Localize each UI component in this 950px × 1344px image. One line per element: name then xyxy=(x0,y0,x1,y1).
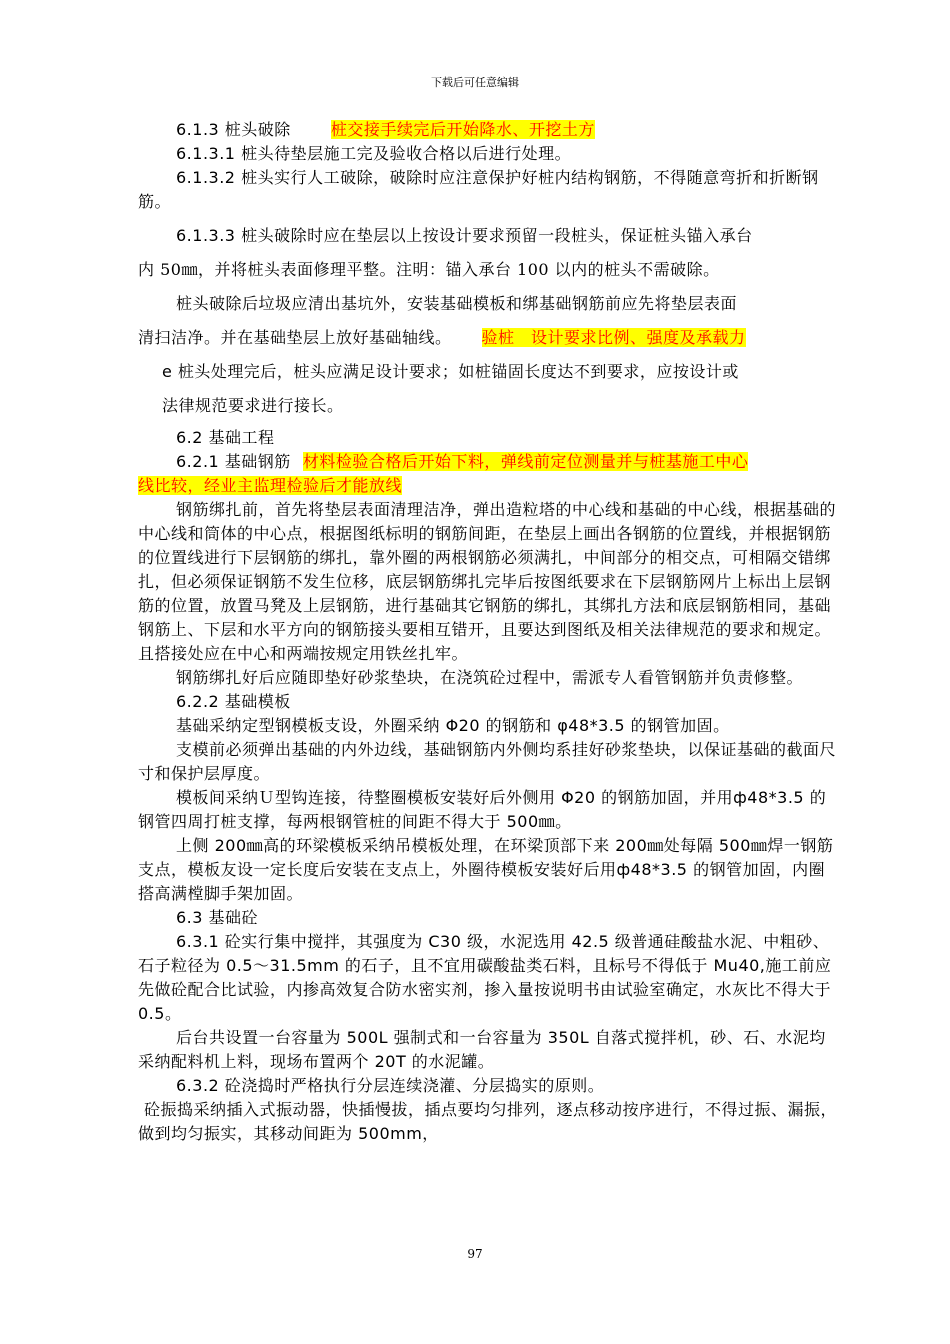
paragraph: 钢筋绑扎前，首先将垫层表面清理洁净，弹出造粒塔的中心线和基础的中心线，根据基础的中心线和筒体的中心点，根据图纸标明的钢筋间距，在垫层上画出各钢筋的位置线，并根据钢筋的位置线进行下层钢筋的绑扎，靠外圈的两根钢筋必须满扎，中间部分的相交点，可相隔交错绑扎，但必须保证钢筋不发生位移，底层钢筋绑扎完毕后按图纸要求在下层钢筋网片上标出上层钢筋的位置，放置马凳及上层钢筋，进行基础其它钢筋的绑扎，其绑扎方法和底层钢筋相同，基础钢筋上、下层和水平方向的钢筋接头要相互错开，且要达到图纸及相关法律规范的要求和规定。且搭接处应在中心和两端按规定用铁丝扎牢。 xyxy=(138,500,837,663)
paragraph: 模板间采纳Ｕ型钩连接，待整圈模板安装好后外侧用 Φ20 的钢筋加固，并用ф48*3.5 的钢管四周打桩支撑，每两根钢管桩的间距不得大于 500㎜。 xyxy=(138,788,827,831)
paragraph: 6.3.1 砼实行集中搅拌，其强度为 C30 级，水泥选用 42.5 级普通硅酸盐水泥、中粗砂、石子粒径为 0.5～31.5mm 的石子，且不宜用碳酸盐类石料，且标号不得低于 Mu40,施工前应先做砼配合比试验，内掺高效复合防水密实剂，掺入量按说明书由试验室确定，水灰比不得大于 0.5。 xyxy=(138,932,832,1023)
section-heading-6-2-2: 6.2.2 基础模板 xyxy=(176,692,291,711)
paragraph-line xyxy=(138,326,838,350)
paragraph-line: 桩头破除后垃圾应清出基坑外，安装基础模板和绑基础钢筋前应先将垫层表面 xyxy=(176,294,738,313)
highlight-note: 线比较，经业主监理检验后才能放线 xyxy=(138,476,403,495)
paragraph: 支模前必须弹出基础的内外边线，基础钢筋内外侧均系挂好砂浆垫块，以保证基础的截面尺寸和保护层厚度。 xyxy=(138,740,837,783)
page-number: 97 xyxy=(467,1247,483,1261)
paragraph-line: 法律规范要求进行接长。 xyxy=(162,396,344,415)
paragraph: 6.3.2 砼浇捣时严格执行分层连续浇灌、分层捣实的原则。 xyxy=(176,1076,605,1095)
paragraph: 6.1.3.2 桩头实行人工破除，破除时应注意保护好桩内结构钢筋，不得随意弯折和折断钢筋。 xyxy=(138,168,819,211)
highlight-note: 材料检验合格后开始下料，弹线前定位测量并与桩基施工中心 xyxy=(302,452,749,471)
highlight-note: 桩交接手续完后开始降水、开挖土方 xyxy=(330,120,595,139)
section-heading-6-2: 6.2 基础工程 xyxy=(176,428,275,447)
heading-text: 6.2.1 基础钢筋 xyxy=(176,452,291,471)
paragraph: 砼振捣采纳插入式振动器，快插慢拔，插点要均匀排列，逐点移动按序进行，不得过振、漏振，做到均匀振实，其移动间距为 500mm， xyxy=(138,1100,838,1143)
paragraph-line: e 桩头处理完后，桩头应满足设计要求；如桩锚固长度达不到要求，应按设计或 xyxy=(162,362,739,381)
section-heading-6-1-3 xyxy=(138,118,838,142)
paragraph: 后台共设置一台容量为 500L 强制式和一台容量为 350L 自落式搅拌机，砂、石、水泥均采纳配料机上料，现场布置两个 20T 的水泥罐。 xyxy=(138,1028,826,1071)
paragraph-text: 清扫洁净。并在基础垫层上放好基础轴线。 xyxy=(138,328,452,347)
highlight-note: 验桩 设计要求比例、强度及承载力 xyxy=(481,328,746,347)
heading-text: 6.1.3 桩头破除 xyxy=(176,120,291,139)
page-header: 下载后可任意编辑 xyxy=(431,76,519,89)
paragraph: 基础采纳定型钢模板支设，外圈采纳 Φ20 的钢筋和 φ48*3.5 的钢管加固。 xyxy=(176,716,730,735)
paragraph-line: 6.1.3.3 桩头破除时应在垫层以上按设计要求预留一段桩头，保证桩头锚入承台 xyxy=(176,226,753,245)
paragraph-line: 内 50㎜，并将桩头表面修理平整。注明：锚入承台 100 以内的桩头不需破除。 xyxy=(138,260,720,279)
paragraph: 钢筋绑扎好后应随即垫好砂浆垫块，在浇筑砼过程中，需派专人看管钢筋并负责修整。 xyxy=(176,668,804,687)
paragraph: 上侧 200㎜高的环梁模板采纳吊模板处理，在环梁顶部下来 200㎜处每隔 500㎜焊一钢筋支点，模板友设一定长度后安装在支点上，外圈待模板安装好后用ф48*3.5 的钢管加固，内圈搭高满樘脚手架加固。 xyxy=(138,836,834,903)
document-body xyxy=(138,118,838,1146)
section-heading-6-3: 6.3 基础砼 xyxy=(176,908,259,927)
paragraph-line xyxy=(138,474,838,498)
paragraph: 6.1.3.1 桩头待垫层施工完及验收合格以后进行处理。 xyxy=(176,144,572,163)
section-heading-6-2-1 xyxy=(138,450,838,474)
